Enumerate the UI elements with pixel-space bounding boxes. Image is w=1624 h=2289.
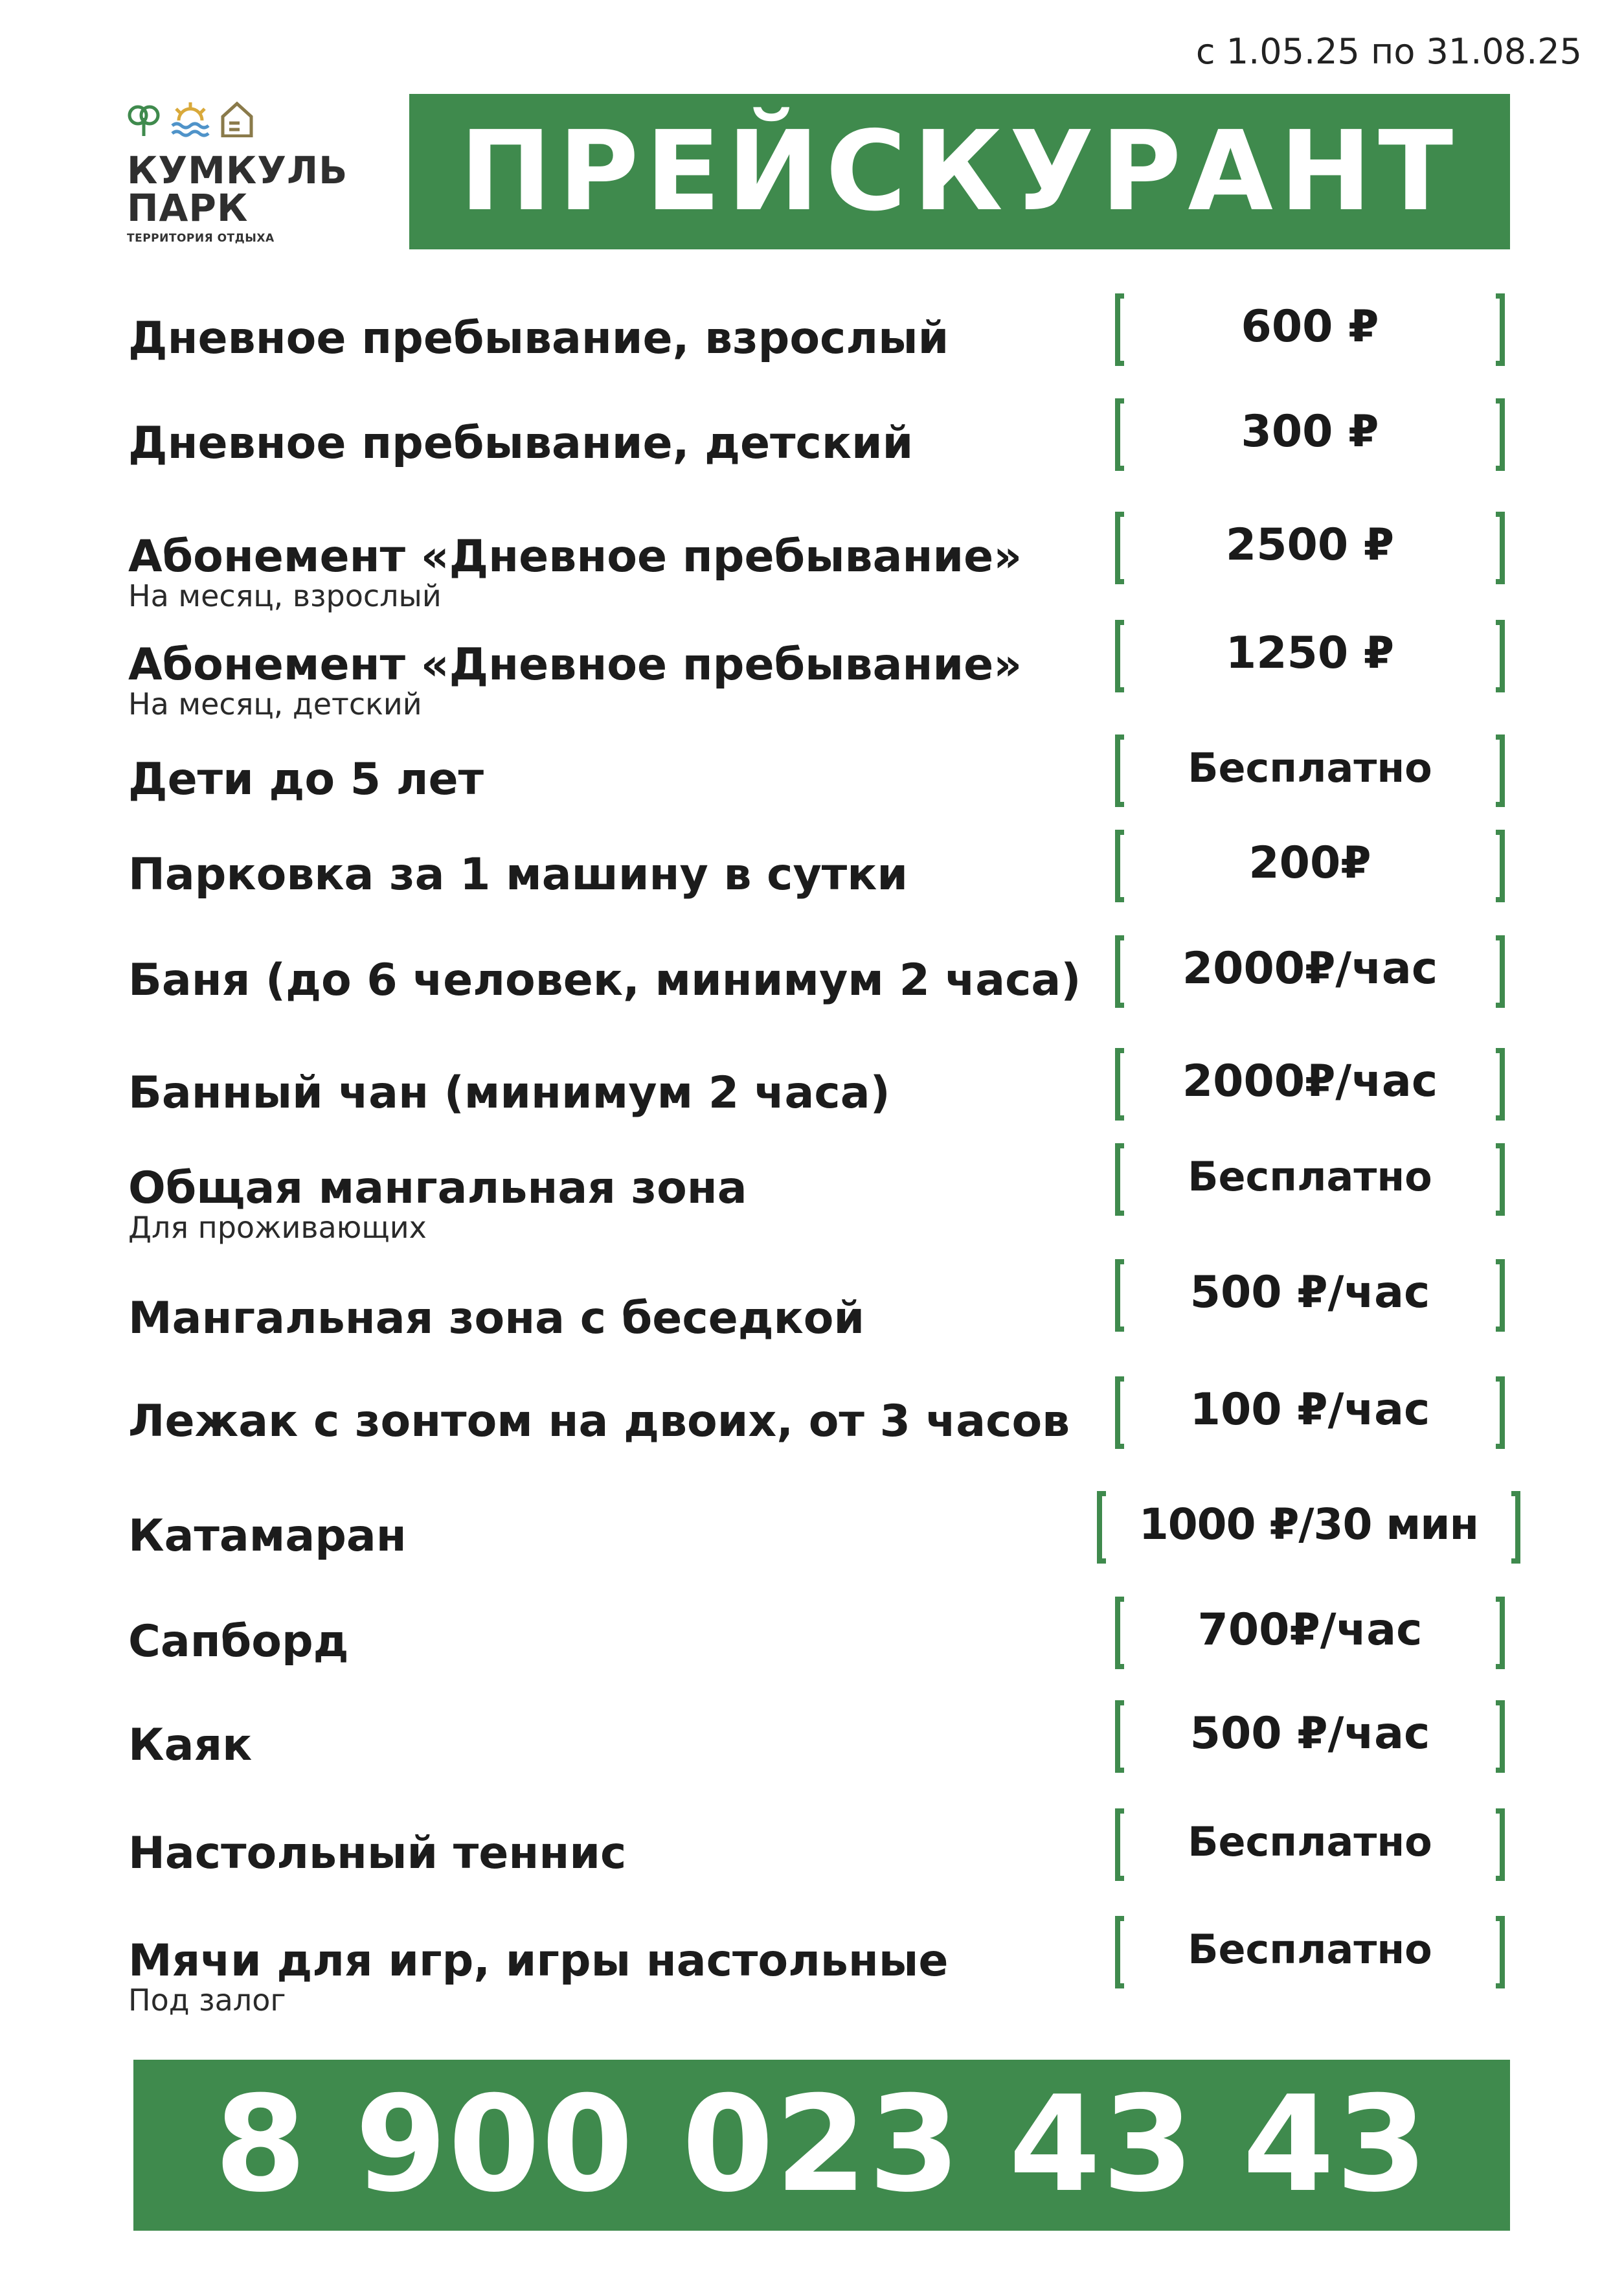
phone-banner <box>133 2060 1510 2231</box>
bracket-right <box>1511 1491 1520 1564</box>
item-price: 200₽ <box>1248 837 1371 889</box>
item-label: Каяк <box>128 1720 253 1771</box>
item-label: Баня (до 6 человек, минимум 2 часа) <box>128 955 1081 1006</box>
item-label: Мангальная зона с беседкой <box>128 1293 865 1344</box>
item-price: 1250 ₽ <box>1225 628 1395 679</box>
bracket-right <box>1496 1916 1505 1988</box>
item-price: 500 ₽/час <box>1190 1267 1430 1318</box>
item-price: 2000₽/час <box>1182 1056 1438 1107</box>
item-price: 1000 ₽/30 мин <box>1138 1499 1479 1549</box>
bracket-left <box>1115 1259 1124 1332</box>
logo-icons <box>127 97 360 137</box>
item-label: Катамаран <box>128 1510 407 1562</box>
item-label: Дневное пребывание, взрослый <box>128 313 949 364</box>
item-price: 700₽/час <box>1197 1604 1423 1656</box>
bracket-left <box>1115 1700 1124 1773</box>
item-label: Лежак с зонтом на двоих, от 3 часов <box>128 1396 1070 1447</box>
page-title: ПРЕЙСКУРАНТ <box>459 108 1460 236</box>
logo-name-line1: КУМКУЛЬ <box>127 148 348 192</box>
title-banner <box>409 94 1510 249</box>
item-label: Мячи для игр, игры настольные <box>128 1935 949 1987</box>
bracket-right <box>1496 1048 1505 1121</box>
item-price: 2000₽/час <box>1182 943 1438 994</box>
item-price: 500 ₽/час <box>1190 1708 1430 1759</box>
bracket-right <box>1496 398 1505 471</box>
bracket-right <box>1496 620 1505 692</box>
item-price: 300 ₽ <box>1241 406 1379 457</box>
item-price: 100 ₽/час <box>1190 1384 1430 1435</box>
item-label: Дети до 5 лет <box>128 754 484 805</box>
phone-number[interactable]: 8 900 023 43 43 <box>214 2068 1429 2222</box>
item-label: Общая мангальная зона <box>128 1163 747 1214</box>
item-price: Бесплатно <box>1188 1153 1432 1200</box>
item-sublabel: На месяц, взрослый <box>128 578 442 613</box>
item-label: Сапборд <box>128 1616 349 1667</box>
tree-icon <box>127 101 161 137</box>
bracket-right <box>1496 1700 1505 1773</box>
bracket-left <box>1115 512 1124 584</box>
bracket-right <box>1496 1808 1505 1881</box>
item-price: Бесплатно <box>1188 1818 1432 1865</box>
bracket-left <box>1115 1808 1124 1881</box>
item-sublabel: Под залог <box>128 1983 286 2018</box>
item-label: Настольный теннис <box>128 1828 627 1879</box>
bracket-right <box>1496 1259 1505 1332</box>
item-price: Бесплатно <box>1188 744 1432 791</box>
bracket-left <box>1115 1597 1124 1669</box>
bracket-left <box>1115 735 1124 807</box>
bracket-right <box>1496 735 1505 807</box>
bracket-right <box>1496 293 1505 366</box>
sun-waves-icon <box>170 101 211 137</box>
item-label: Абонемент «Дневное пребывание» <box>128 639 1022 690</box>
bracket-left <box>1115 1143 1124 1216</box>
bracket-left <box>1115 1048 1124 1121</box>
logo-subtitle: ТЕРРИТОРИЯ ОТДЫХА <box>127 232 275 245</box>
item-label: Парковка за 1 машину в сутки <box>128 849 908 900</box>
bracket-left <box>1115 293 1124 366</box>
bracket-left <box>1115 620 1124 692</box>
bracket-right <box>1496 1376 1505 1449</box>
bracket-right <box>1496 1597 1505 1669</box>
item-label: Дневное пребывание, детский <box>128 418 914 469</box>
house-icon <box>220 101 254 137</box>
item-sublabel: На месяц, детский <box>128 687 422 722</box>
bracket-right <box>1496 1143 1505 1216</box>
bracket-left <box>1115 1376 1124 1449</box>
item-label: Абонемент «Дневное пребывание» <box>128 531 1022 582</box>
logo-name-line2: ПАРК <box>127 186 249 230</box>
bracket-left <box>1115 398 1124 471</box>
item-price: 600 ₽ <box>1241 301 1379 352</box>
logo <box>127 97 360 245</box>
bracket-left <box>1115 830 1124 902</box>
item-price: Бесплатно <box>1188 1926 1432 1973</box>
bracket-left <box>1097 1491 1106 1564</box>
bracket-right <box>1496 935 1505 1008</box>
bracket-right <box>1496 512 1505 584</box>
item-label: Банный чан (минимум 2 часа) <box>128 1067 890 1119</box>
date-range: с 1.05.25 по 31.08.25 <box>1195 31 1582 72</box>
bracket-right <box>1496 830 1505 902</box>
bracket-left <box>1115 935 1124 1008</box>
item-price: 2500 ₽ <box>1225 519 1395 571</box>
item-sublabel: Для проживающих <box>128 1210 427 1245</box>
bracket-left <box>1115 1916 1124 1988</box>
